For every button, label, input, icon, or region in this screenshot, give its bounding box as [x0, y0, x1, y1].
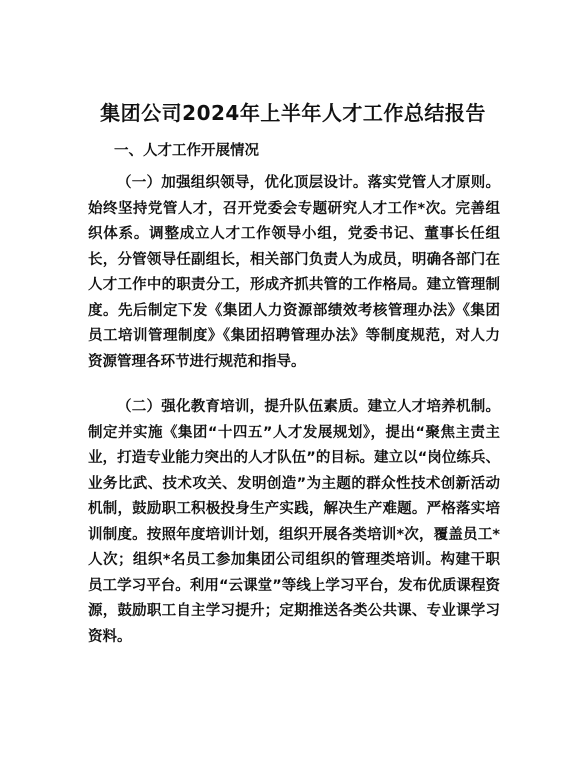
paragraph-2: （二）强化教育培训，提升队伍素质。建立人才培养机制。制定并实施《集团“十四五”人才发展规划》，提出“聚焦主责主业，打造专业能力突出的人才队伍”的目标。建立以“岗位练兵、业务比武、技术攻关、发明创造”为主题的群众性技术创新活动机制，鼓励职工积极投身生产实践，解决生产难题。严格落实培训制度。按照年度培训计划，组织开展各类培训*次，覆盖员工*人次；组织*名员工参加集团公司组织的管理类培训。构建干职员工学习平台。利用“云课堂”等线上学习平台，发布优质课程资源，鼓励职工自主学习提升；定期推送各类公共课、专业课学习资料。 — [88, 399, 500, 645]
paragraph-1: （一）加强组织领导，优化顶层设计。落实党管人才原则。始终坚持党管人才，召开党委会专题研究人才工作*次。完善组织体系。调整成立人才工作领导小组，党委书记、董事长任组长，分管领导任副组长，相关部门负责人为成员，明确各部门在人才工作中的职责分工，形成齐抓共管的工作格局。建立管理制度。先后制定下发《集团人力资源部绩效考核管理办法》《集团员工培训管理制度》《集团招聘管理办法》等制度规范，对人力资源管理各环节进行规范和指导。 — [88, 175, 500, 370]
section-heading: 一、人才工作开展情况 — [114, 143, 259, 159]
document-title: 集团公司2024年上半年人才工作总结报告 — [100, 101, 486, 125]
